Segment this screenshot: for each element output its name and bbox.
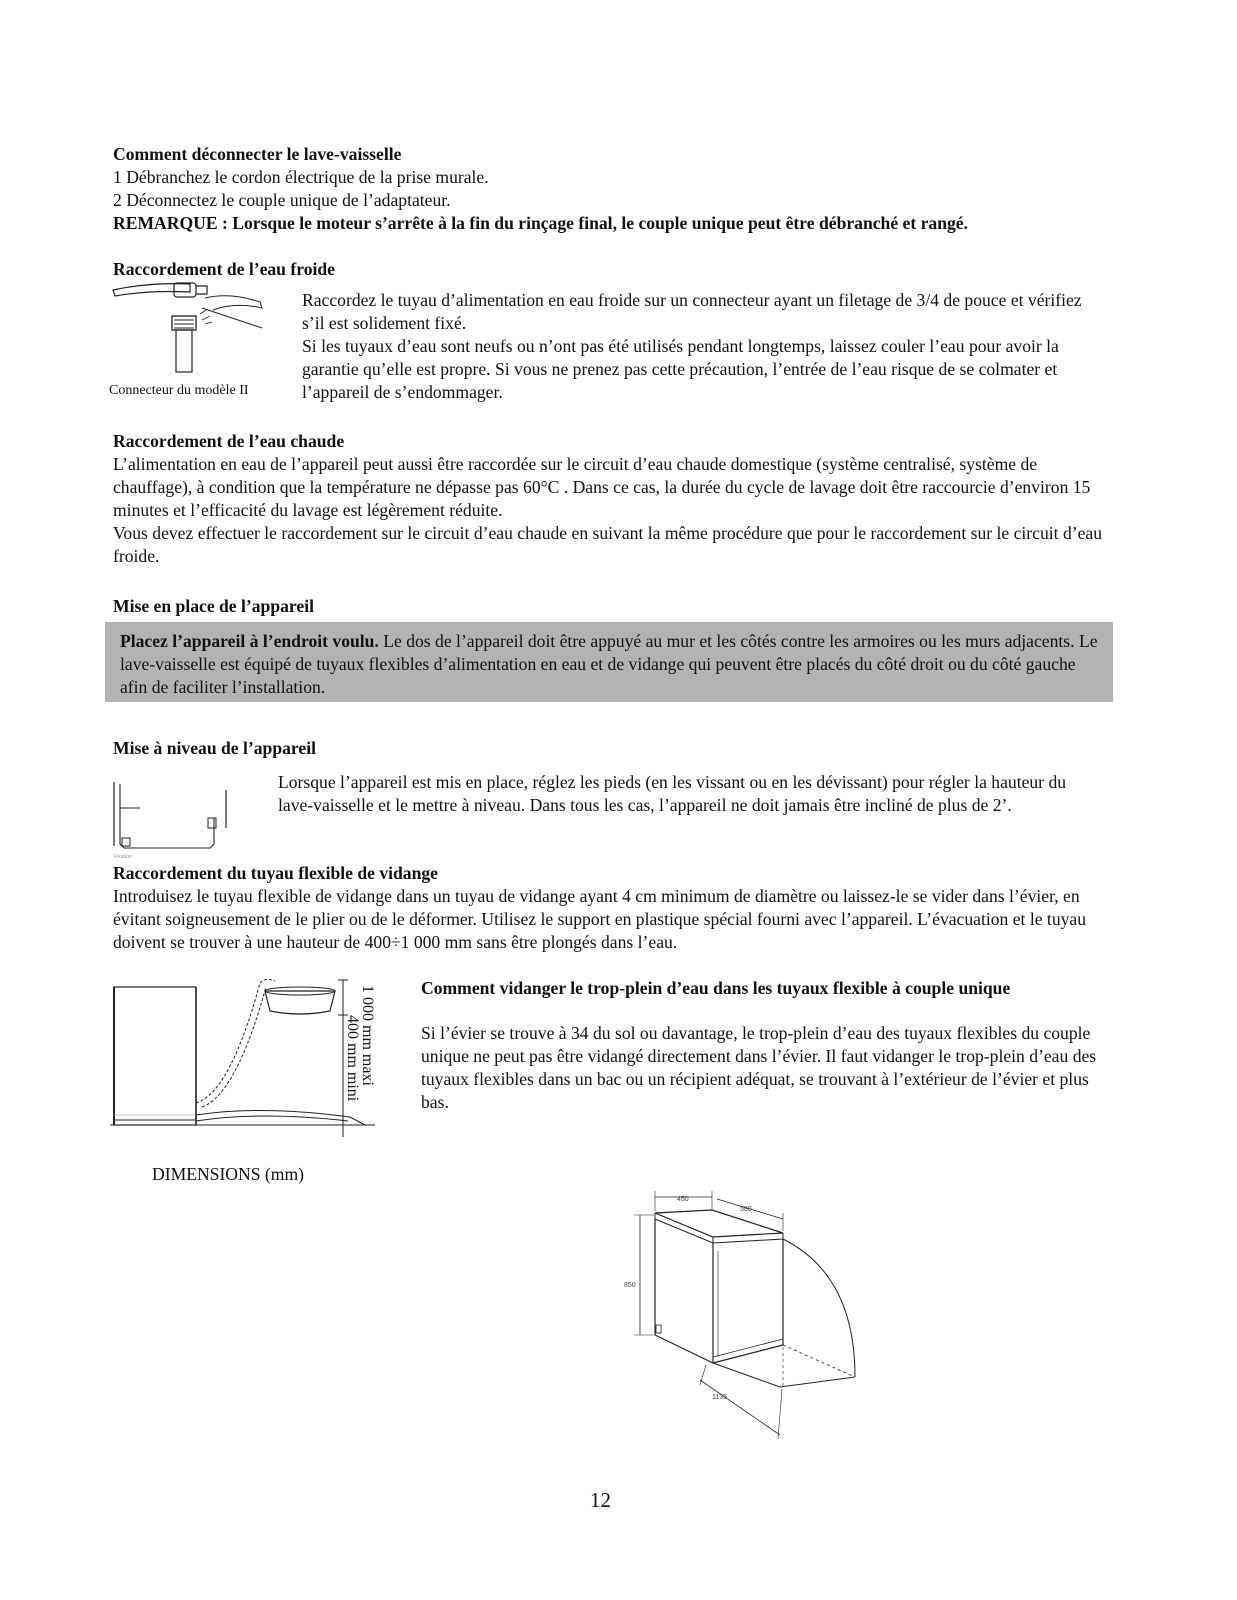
tap-connector-illustration (110, 280, 270, 376)
svg-text:Fixation: Fixation (114, 854, 132, 860)
dim-width-label: 450 (677, 1196, 689, 1203)
label-max-height: 1 000 mm maxi (359, 985, 376, 1086)
label-min-height: 400 mm mini (344, 1015, 361, 1102)
section-title-placement: Mise en place de l’appareil (113, 596, 315, 616)
section-title-cold-water: Raccordement de l’eau froide (113, 259, 335, 279)
disconnect-step-2: 2 Déconnectez le couple unique de l’adaptateur. (113, 190, 451, 210)
dim-height-label: 850 (624, 1282, 636, 1289)
leveling-feet-illustration (110, 778, 235, 860)
cold-water-text (302, 289, 1102, 404)
overflow-drain-text: Si l’évier se trouve à 34 du sol ou davantage, le trop-plein d’eau des tuyaux flexibles du couple unique ne peut pas être vidangé directement dans l’évier. Il faut vidanger le trop-plein d’eau des tuyaux flexibles dans un bac ou un récipient adéquat, se trouvant à l’extérieur de l’évier et plus bas. (421, 1023, 1097, 1112)
dimensions-diagram (620, 1185, 870, 1445)
page-number: 12 (590, 1488, 611, 1512)
dim-door-open-label: 1135 (712, 1394, 728, 1401)
dim-depth-label: 580 (740, 1206, 752, 1213)
connector-caption: Connecteur du modèle II (109, 383, 249, 398)
cold-water-paragraph-2: Si les tuyaux d’eau sont neufs ou n’ont pas été utilisés pendant longtemps, laissez couler l’eau pour avoir la garantie qu’elle est propre. Si vous ne prenez pas cette précaution, l’entrée de l’eau risque de se colmater et l’appareil de s’endommager. (302, 336, 1059, 402)
placement-text: Le dos de l’appareil doit être appuyé au mur et les côtés contre les armoires ou les murs adjacents. Le lave-vaisselle est équipé de tuyaux flexibles d’alimentation en eau et de vidange qui peuvent être placés du côté droit ou du côté gauche afin de faciliter l’installation. (120, 631, 1098, 697)
disconnect-step-1: 1 Débranchez le cordon électrique de la prise murale. (113, 167, 489, 187)
dimensions-title: DIMENSIONS (mm) (152, 1164, 304, 1184)
placement-highlight-box (105, 622, 1113, 702)
cold-water-paragraph-1: Raccordez le tuyau d’alimentation en eau froide sur un connecteur ayant un filetage de 3/4 de pouce et vérifiez s’il est solidement fixé. (302, 290, 1082, 333)
hot-water-paragraph-2: Vous devez effectuer le raccordement sur le circuit d’eau chaude en suivant la même procédure que pour le raccordement sur le circuit d’eau froide. (113, 523, 1103, 566)
disconnect-note: REMARQUE : Lorsque le moteur s’arrête à la fin du rinçage final, le couple unique peut être débranché et rangé. (113, 213, 969, 233)
leveling-text: Lorsque l’appareil est mis en place, réglez les pieds (en les vissant ou en les dévissant) pour régler la hauteur du lave-vaisselle et le mettre à niveau. Dans tous les cas, l’appareil ne doit jamais être incliné de plus de 2’. (278, 772, 1067, 815)
section-title-overflow-drain: Comment vidanger le trop-plein d’eau dans les tuyaux flexible à couple unique (421, 978, 1011, 998)
placement-bold-lead: Placez l’appareil à l’endroit voulu. (120, 631, 379, 651)
section-title-drain-hose: Raccordement du tuyau flexible de vidange (113, 863, 438, 883)
hot-water-text (113, 453, 1113, 568)
section-title-disconnect: Comment déconnecter le lave-vaisselle (113, 144, 402, 164)
section-title-leveling: Mise à niveau de l’appareil (113, 738, 316, 758)
drain-hose-text: Introduisez le tuyau flexible de vidange dans un tuyau de vidange ayant 4 cm minimum de diamètre ou laissez-le se vider dans l’évier, en évitant soigneusement de le plier ou de le déformer. Utilisez le support en plastique spécial fourni avec l’appareil. L’évacuation et le tuyau doivent se trouver à une hauteur de 400÷1 000 mm sans être plongés dans l’eau. (113, 886, 1087, 952)
hot-water-paragraph-1: L’alimentation en eau de l’appareil peut aussi être raccordée sur le circuit d’eau chaude domestique (système centralisé, système de chauffage), à condition que la température ne dépasse pas 60°C . Dans ce cas, la durée du cycle de lavage doit être raccourcie d’environ 15 minutes et l’efficacité du lavage est légèrement réduite. (113, 454, 1091, 520)
section-title-hot-water: Raccordement de l’eau chaude (113, 431, 345, 451)
